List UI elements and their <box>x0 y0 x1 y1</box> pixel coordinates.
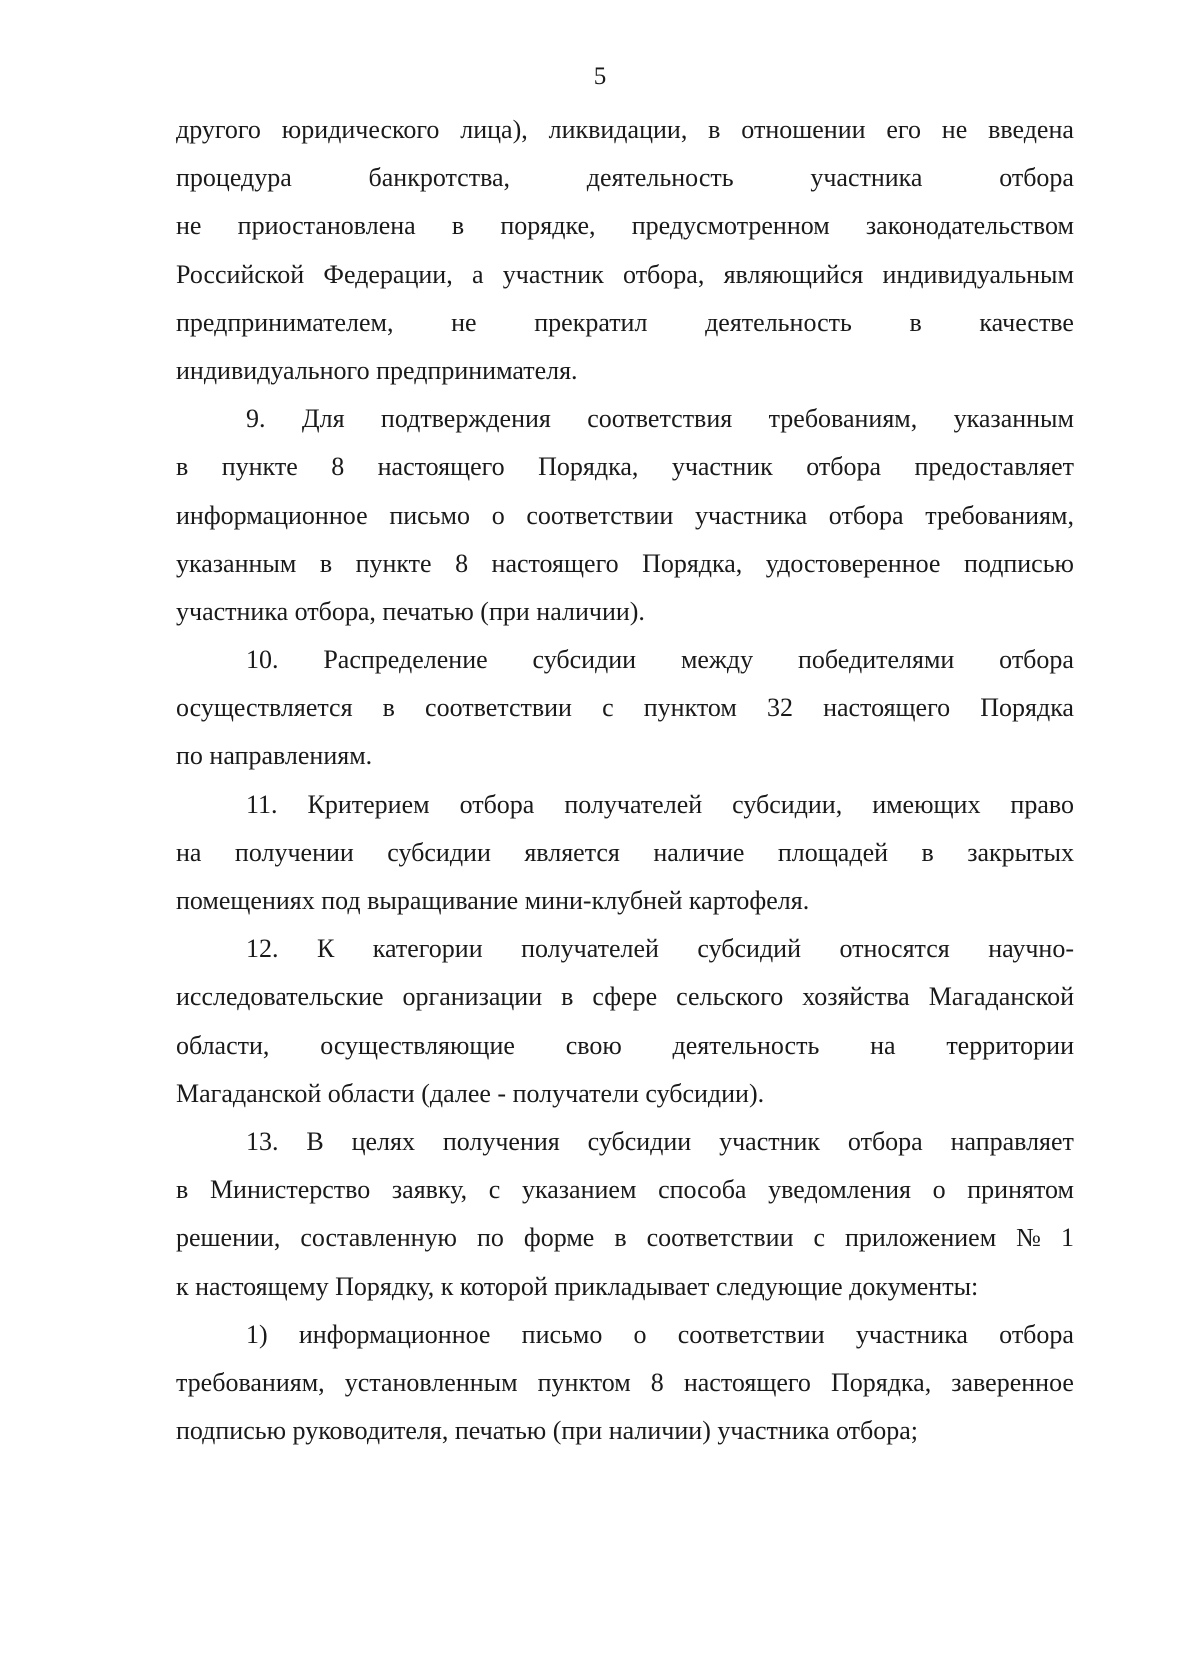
word: информационное <box>298 1319 491 1349</box>
word: индивидуального предпринимателя. <box>176 355 578 385</box>
word: отбора, <box>623 259 705 289</box>
word: целях <box>351 1126 415 1156</box>
word: о <box>633 1319 647 1349</box>
word: в <box>708 115 721 144</box>
word: Распределение <box>323 645 488 675</box>
word: организации <box>402 982 543 1012</box>
text-line <box>176 1118 1074 1166</box>
word: отбора <box>999 163 1074 193</box>
word: между <box>680 645 754 675</box>
word: процедура <box>176 163 292 193</box>
word: решении, <box>176 1223 281 1253</box>
word: подписью руководителя, печатью (при наличии) участника отбора; <box>176 1416 918 1446</box>
word: лица), <box>460 115 528 144</box>
word: удостоверенное <box>765 548 941 578</box>
word: Порядка, <box>642 548 743 578</box>
word: в <box>561 982 574 1012</box>
paragraph <box>176 1311 1074 1456</box>
word: способа <box>658 1175 747 1205</box>
text-line <box>176 829 1074 877</box>
word: принятом <box>967 1175 1074 1205</box>
word: подписью <box>963 548 1074 578</box>
word: в <box>382 693 395 723</box>
word: В <box>306 1126 324 1156</box>
word: Магаданской <box>928 982 1074 1012</box>
word: качестве <box>979 307 1074 337</box>
text-line <box>176 1070 1074 1118</box>
word: установленным <box>344 1367 518 1397</box>
paragraph <box>176 781 1074 926</box>
text-line <box>176 299 1074 347</box>
word: пункте <box>221 452 298 482</box>
word: не <box>451 307 477 337</box>
text-line <box>176 347 1074 395</box>
word: указанием <box>521 1175 637 1205</box>
word: участник <box>719 1126 821 1156</box>
word: не <box>941 115 968 144</box>
word: 32 <box>766 693 793 723</box>
word: соответствии <box>425 693 572 723</box>
word: предоставляет <box>914 452 1074 482</box>
text-line <box>176 1166 1074 1214</box>
word: отбора <box>999 645 1074 675</box>
word: получателей <box>564 789 703 819</box>
paragraph <box>176 106 1074 395</box>
word: помещениях под выращивание мини-клубней картофеля. <box>176 886 810 915</box>
word: подтверждения <box>380 404 551 434</box>
word: в <box>451 211 465 241</box>
word: получения <box>442 1126 560 1156</box>
word: пунктом <box>537 1367 631 1397</box>
word: банкротства, <box>368 163 511 193</box>
word: наличие <box>653 837 745 867</box>
word: осуществляется <box>176 693 353 723</box>
word: приложением <box>845 1223 997 1253</box>
word: пунктом <box>643 693 737 723</box>
word: территории <box>946 1030 1074 1060</box>
word: исследовательские <box>176 982 384 1012</box>
word: является <box>524 837 620 867</box>
word: субсидии <box>587 1126 692 1156</box>
word: участник <box>502 259 604 289</box>
word: свою <box>565 1030 622 1060</box>
word: участника отбора, печатью (при наличии). <box>176 596 645 626</box>
word: участника <box>855 1319 968 1349</box>
word: относятся <box>839 934 950 964</box>
word: юридического <box>281 115 440 144</box>
word: указанным <box>953 404 1074 434</box>
word: Министерство <box>209 1175 371 1205</box>
text-line <box>176 732 1074 780</box>
word: письмо <box>389 500 470 530</box>
word: осуществляющие <box>320 1030 515 1060</box>
word: в <box>176 452 189 482</box>
word: 13. <box>246 1126 279 1156</box>
text-line <box>176 973 1074 1021</box>
word: индивидуальным <box>882 259 1074 289</box>
word: площадей <box>777 837 889 867</box>
word: в <box>176 1175 189 1205</box>
word: ликвидации, <box>548 115 688 144</box>
word: деятельность <box>672 1030 820 1060</box>
text-line <box>176 1263 1074 1311</box>
word: получении <box>234 837 354 867</box>
word: субсидии <box>532 645 637 675</box>
word: требованиям, <box>925 500 1074 530</box>
paragraph <box>176 1118 1074 1311</box>
text-line <box>176 1359 1074 1407</box>
word: отбора <box>828 500 904 530</box>
word: 11. <box>246 789 278 819</box>
word: предусмотренном <box>631 211 830 241</box>
word: Порядка, <box>538 452 639 482</box>
word: введена <box>988 115 1074 144</box>
word: его <box>886 115 921 144</box>
word: соответствии <box>646 1223 794 1253</box>
document-body <box>176 106 1074 1455</box>
word: по направлениям. <box>176 741 373 771</box>
word: настоящего <box>377 452 505 482</box>
word: хозяйства <box>802 982 910 1012</box>
word: в <box>909 307 922 337</box>
word: области, <box>176 1030 270 1060</box>
word: прекратил <box>534 307 648 337</box>
text-line <box>176 781 1074 829</box>
text-line <box>176 1407 1074 1455</box>
text-line <box>176 251 1074 299</box>
text-line <box>176 492 1074 540</box>
word: к настоящему Порядку, к которой прикладывает следующие документы: <box>176 1271 979 1301</box>
word: отношении <box>741 115 866 144</box>
word: получателей <box>521 934 659 964</box>
word: Для <box>301 404 345 434</box>
paragraph <box>176 395 1074 636</box>
word: отбора <box>847 1126 923 1156</box>
word: категории <box>372 934 483 964</box>
word: сельского <box>676 982 784 1012</box>
text-line <box>176 443 1074 491</box>
word: являющийся <box>723 259 864 289</box>
word: другого <box>176 115 261 144</box>
word: настоящего <box>491 548 619 578</box>
word: по <box>476 1223 504 1253</box>
word: в <box>614 1223 627 1253</box>
word: форме <box>523 1223 595 1253</box>
word: Магаданской области (далее - получатели субсидии). <box>176 1078 765 1108</box>
word: соответствия <box>587 404 733 434</box>
word: Критерием <box>307 789 430 819</box>
text-line <box>176 877 1074 925</box>
word: 8 <box>650 1367 664 1397</box>
text-line <box>176 588 1074 636</box>
word: Порядка <box>980 693 1074 723</box>
word: а <box>471 259 484 289</box>
word: субсидии <box>387 837 491 867</box>
word: 8 <box>455 548 469 578</box>
word: участник <box>671 452 773 482</box>
word: требованиям, <box>176 1367 325 1397</box>
word: направляет <box>950 1126 1074 1156</box>
word: № <box>1016 1223 1041 1253</box>
word: К <box>316 934 335 964</box>
word: имеющих <box>872 789 981 819</box>
word: 1) <box>246 1319 268 1349</box>
text-line <box>176 202 1074 250</box>
word: требованиям, <box>768 404 918 434</box>
word: отбора <box>806 452 882 482</box>
word: на <box>176 837 202 867</box>
text-line <box>176 395 1074 443</box>
word: составленную <box>300 1223 457 1253</box>
word: настоящего <box>683 1367 811 1397</box>
word: сфере <box>592 982 658 1012</box>
word: законодательством <box>865 211 1074 241</box>
word: отбора <box>459 789 535 819</box>
word: деятельность <box>586 163 734 193</box>
word: победителями <box>797 645 955 675</box>
word: Порядка, <box>830 1367 932 1397</box>
word: на <box>870 1030 896 1060</box>
word: участника <box>694 500 808 530</box>
word: заверенное <box>951 1367 1074 1397</box>
paragraph <box>176 925 1074 1118</box>
word: приостановлена <box>237 211 416 241</box>
word: научно- <box>988 934 1074 964</box>
word: Федерации, <box>323 259 453 289</box>
text-line <box>176 106 1074 154</box>
text-line <box>176 925 1074 973</box>
word: 12. <box>246 934 279 964</box>
word: в <box>921 837 934 867</box>
word: о <box>932 1175 946 1205</box>
word: отбора <box>999 1319 1074 1349</box>
word: в <box>319 548 333 578</box>
word: настоящего <box>823 693 951 723</box>
text-line <box>176 154 1074 202</box>
word: о <box>491 500 505 530</box>
word: с <box>813 1223 826 1253</box>
word: 10. <box>246 645 279 675</box>
word: субсидий <box>697 934 801 964</box>
word: соответствии <box>677 1319 825 1349</box>
word: деятельность <box>705 307 852 337</box>
text-line <box>176 540 1074 588</box>
word: закрытых <box>967 837 1074 867</box>
word: 8 <box>331 452 345 482</box>
paragraph <box>176 636 1074 781</box>
word: субсидии, <box>732 789 843 819</box>
word: письмо <box>521 1319 603 1349</box>
word: Российской <box>176 259 305 289</box>
word: не <box>176 211 202 241</box>
word: пункте <box>355 548 432 578</box>
text-line <box>176 1311 1074 1359</box>
text-line <box>176 1214 1074 1262</box>
text-line <box>176 636 1074 684</box>
word: информационное <box>176 500 368 530</box>
word: соответствии <box>526 500 674 530</box>
word: с <box>488 1175 501 1205</box>
word: порядке, <box>500 211 596 241</box>
word: право <box>1010 789 1074 819</box>
word: участника <box>810 163 923 193</box>
text-line <box>176 684 1074 732</box>
word: заявку, <box>391 1175 468 1205</box>
word: с <box>602 693 614 723</box>
page-number: 5 <box>593 63 607 90</box>
word: предпринимателем, <box>176 307 394 337</box>
word: указанным <box>176 548 297 578</box>
word: уведомления <box>768 1175 911 1205</box>
word: 9. <box>246 404 266 434</box>
text-line <box>176 1022 1074 1070</box>
word: 1 <box>1060 1223 1074 1253</box>
